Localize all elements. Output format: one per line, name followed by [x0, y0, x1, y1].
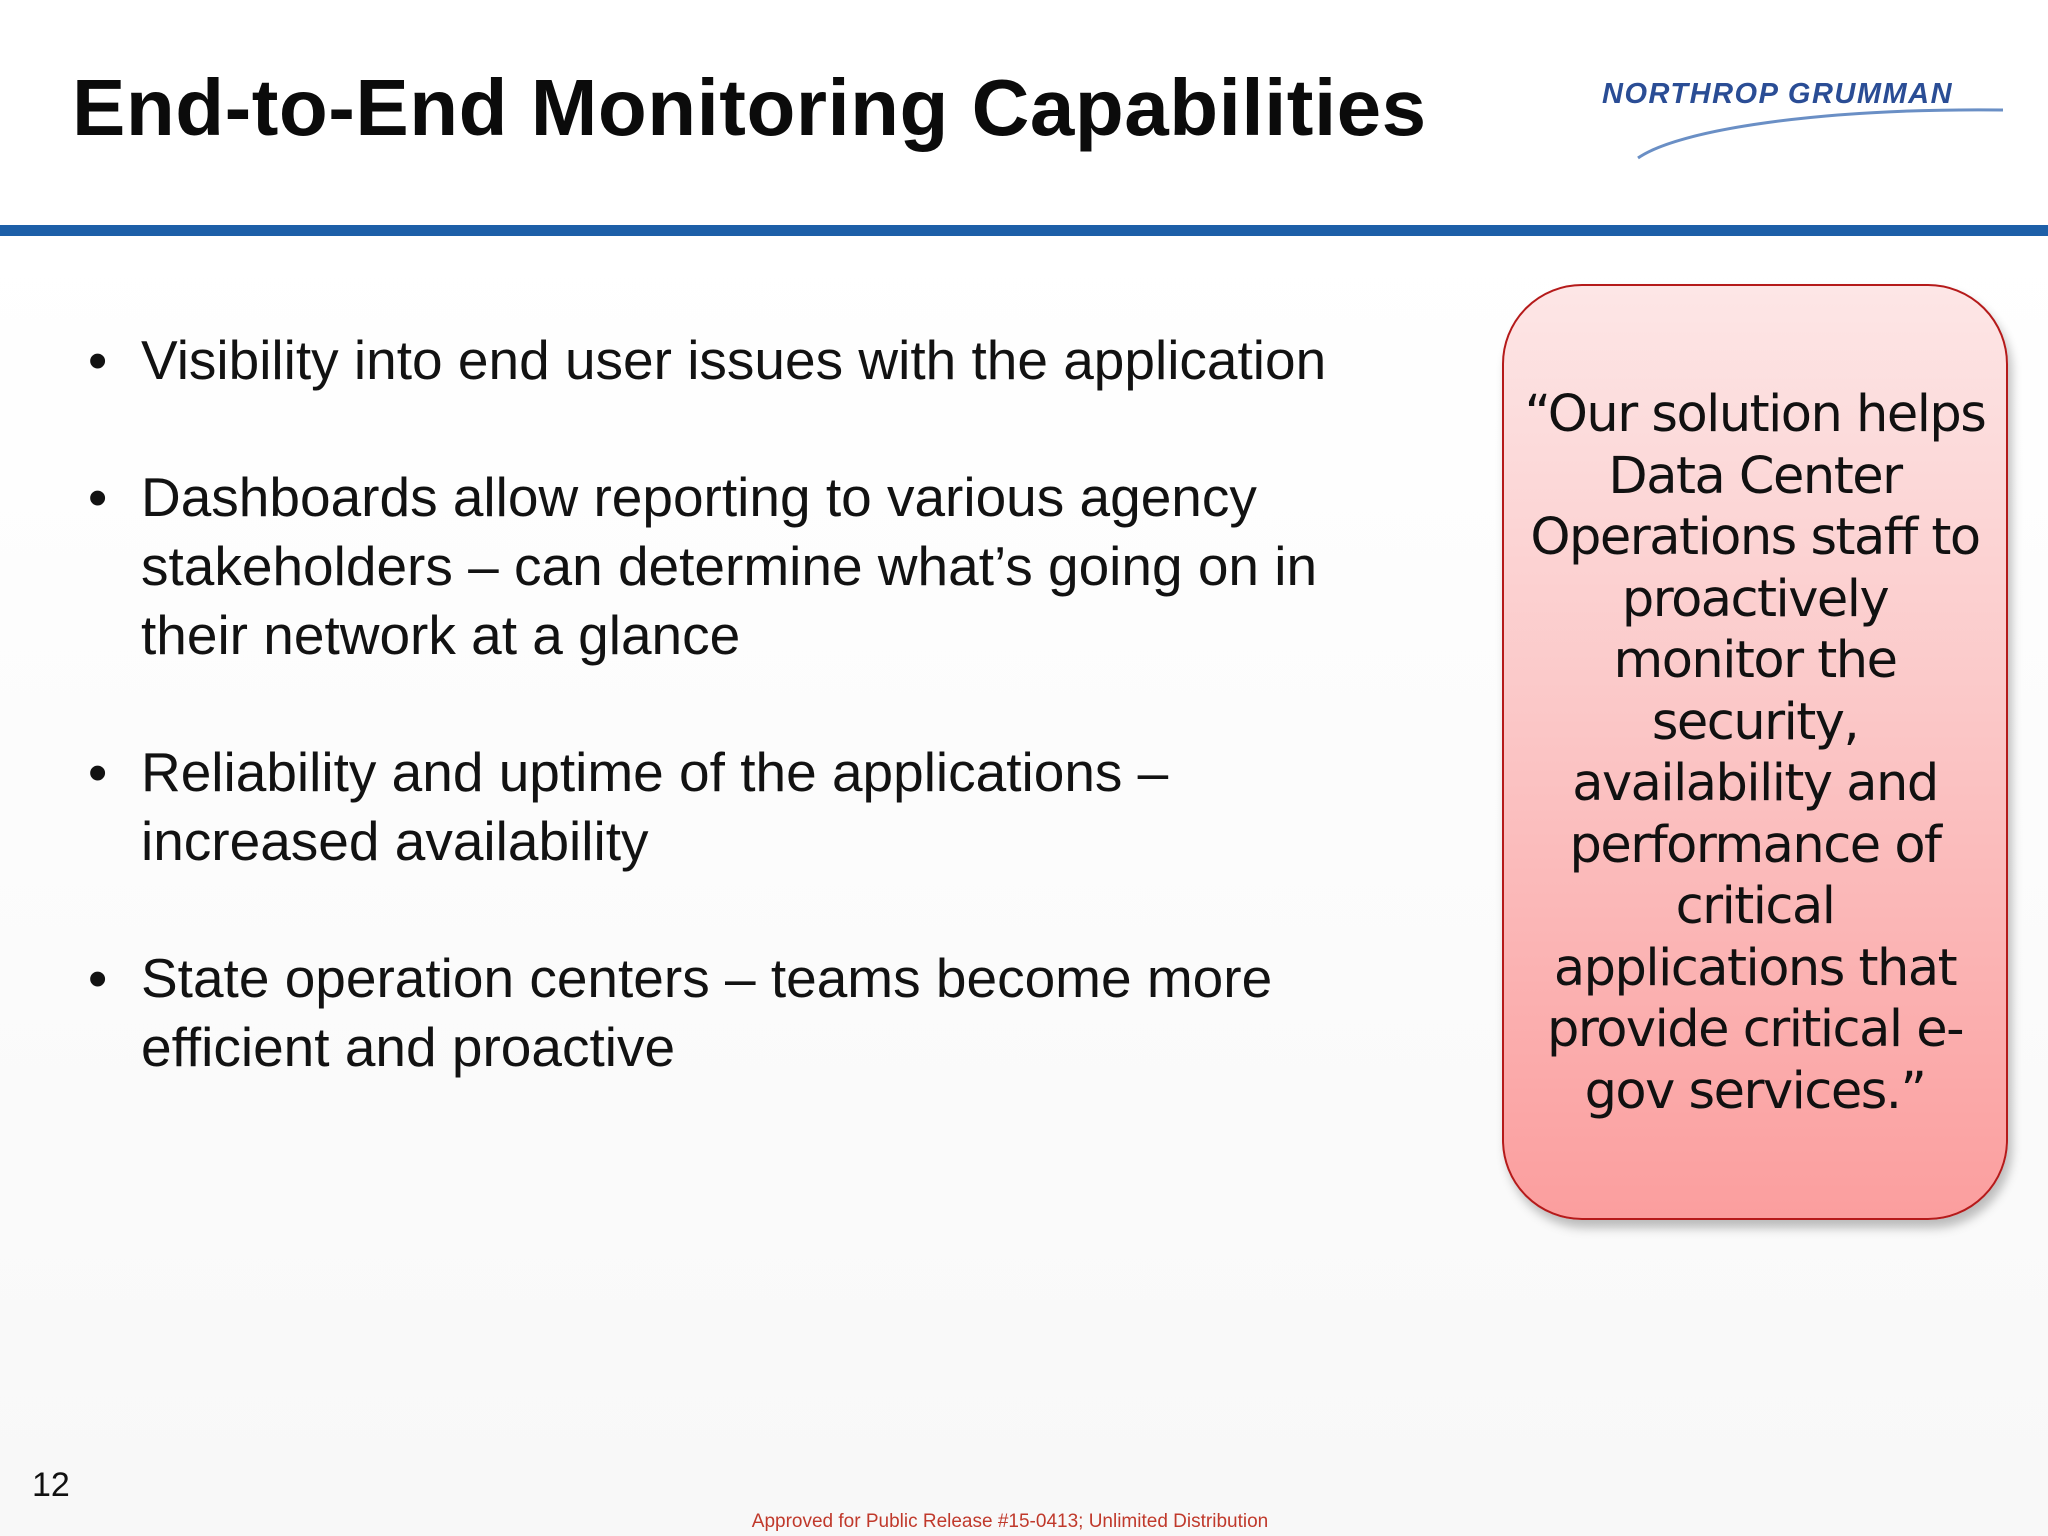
bullet-item — [88, 463, 1418, 670]
bullet-text: State operation centers – teams become more efficient and proactive — [141, 947, 1273, 1078]
bullet-text: Reliability and uptime of the applications – increased availability — [141, 741, 1169, 872]
bullet-icon: • — [88, 741, 108, 803]
bullet-item — [88, 944, 1418, 1082]
bullet-icon: • — [88, 947, 108, 1009]
quote-text: “Our solution helps Data Center Operations staff to proactively monitor the security, availability and performance of critical applications that provide critical e-gov services.” — [1524, 385, 1986, 1121]
slide-title: End-to-End Monitoring Capabilities — [72, 63, 1427, 152]
bullet-text: Visibility into end user issues with the application — [141, 329, 1327, 391]
logo-text: NORTHROP GRUMMAN — [1602, 78, 1954, 110]
bullet-list — [88, 326, 1418, 1150]
bullet-icon: • — [88, 466, 108, 528]
quote-callout — [1502, 284, 2008, 1220]
header-divider — [0, 225, 2048, 236]
release-notice: Approved for Public Release #15-0413; Unlimited Distribution — [751, 1511, 1269, 1532]
bullet-text: Dashboards allow reporting to various agency stakeholders – can determine what’s going on in their network at a glance — [141, 466, 1318, 666]
company-logo — [1598, 70, 2008, 166]
bullet-icon: • — [88, 329, 108, 391]
bullet-item — [88, 326, 1418, 395]
bullet-item — [88, 738, 1418, 876]
page-number: 12 — [32, 1466, 70, 1504]
